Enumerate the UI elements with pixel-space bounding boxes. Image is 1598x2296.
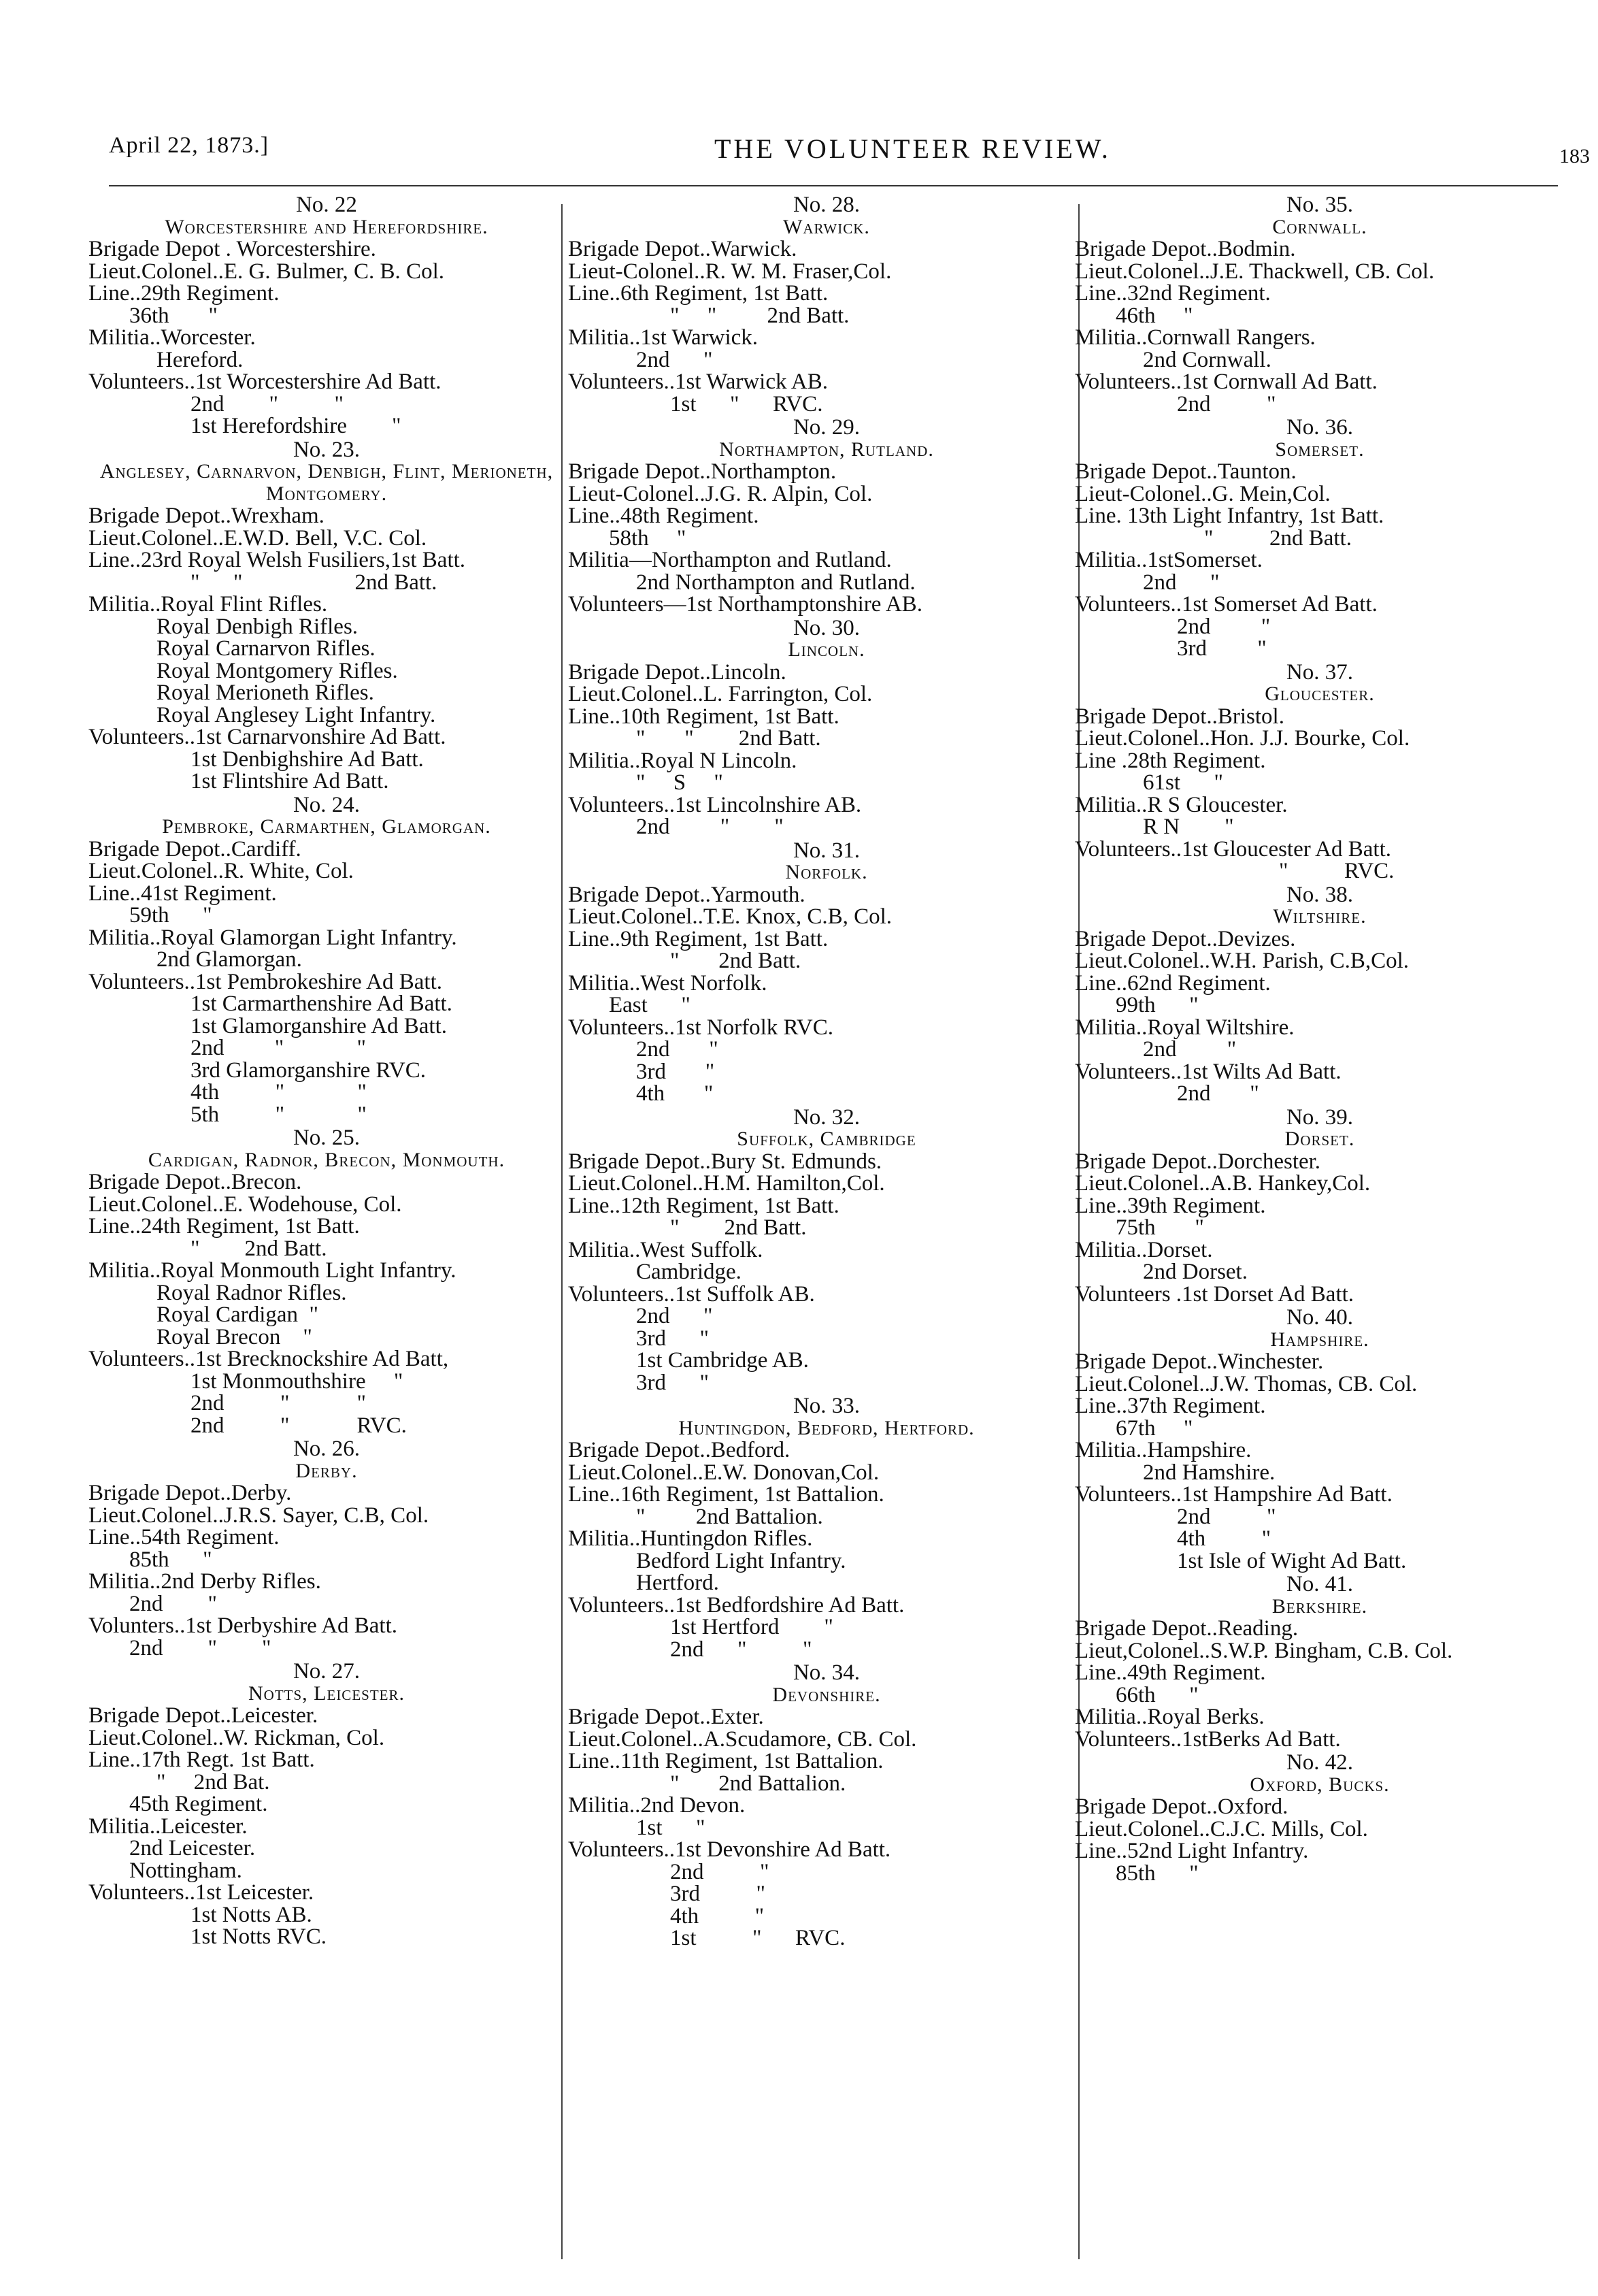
entry-line: 36th " xyxy=(129,303,218,328)
entry-line: Volunteers..1st Cornwall Ad Batt. xyxy=(1075,370,1378,394)
entry-line: Line. 13th Light Infantry, 1st Batt. xyxy=(1075,504,1384,528)
entry-line: Volunteers..1st Carnarvonshire Ad Batt. xyxy=(88,725,446,749)
entry-line: Volunteers..1st Bedfordshire Ad Batt. xyxy=(568,1592,905,1618)
entry-line: Militia..2nd Derby Rifles. xyxy=(88,1569,321,1594)
entry-line: Lieut.Colonel..W. Rickman, Col. xyxy=(88,1725,385,1750)
entry-line: Line..17th Regt. 1st Batt. xyxy=(88,1748,315,1772)
entry-line: Militia..Royal Wiltshire. xyxy=(1075,1015,1295,1040)
column-2 xyxy=(568,194,1085,1951)
entry-line: 1st " xyxy=(636,1815,705,1840)
entry-line: Line..23rd Royal Welsh Fusiliers,1st Batt. xyxy=(88,548,466,572)
entry-line: Militia..Royal N Lincoln. xyxy=(568,748,797,773)
district-name: Somerset. xyxy=(1275,438,1365,461)
entry-line: Nottingham. xyxy=(129,1858,242,1883)
entry-line: 67th " xyxy=(1116,1415,1193,1441)
entry-line: Militia..R S Gloucester. xyxy=(1075,792,1288,817)
entry-line: 45th Regiment. xyxy=(129,1792,268,1816)
entry-line: 3rd " xyxy=(636,1370,709,1395)
district-name: Berkshire. xyxy=(1271,1594,1368,1618)
entry-line: Lieut.Colonel..A.Scudamore, CB. Col. xyxy=(568,1726,917,1752)
entry-line: Line..16th Regiment, 1st Battalion. xyxy=(568,1482,884,1507)
entry-line: 2nd " RVC. xyxy=(190,1413,407,1438)
entry-line: Militia..Huntingdon Rifles. xyxy=(568,1526,813,1551)
entry-line: Cambridge. xyxy=(636,1260,742,1284)
entry-line: 1st " RVC. xyxy=(670,1926,846,1950)
entry-line: 99th " xyxy=(1116,993,1199,1017)
district-number: No. 36. xyxy=(1286,415,1354,440)
district-name: Hampshire. xyxy=(1270,1328,1369,1351)
entry-line: Militia..Worcester. xyxy=(88,325,256,350)
entry-line: Lieut-Colonel..G. Mein,Col. xyxy=(1075,481,1331,506)
entry-line: Militia..Hampshire. xyxy=(1075,1438,1252,1462)
district-name: Lincoln. xyxy=(788,638,865,661)
entry-line: Line..54th Regiment. xyxy=(88,1525,280,1549)
entry-line: Royal Carnarvon Rifles. xyxy=(156,636,376,661)
entry-line: 4th " xyxy=(1177,1526,1271,1551)
entry-line: Militia..Royal Glamorgan Light Infantry. xyxy=(88,925,457,950)
district-number: No. 25. xyxy=(293,1126,361,1150)
entry-line: Volunteers..1st Hampshire Ad Batt. xyxy=(1075,1482,1393,1507)
entry-line: R N " xyxy=(1143,815,1234,839)
entry-line: " 2nd Batt. xyxy=(670,1215,807,1240)
entry-line: Brigade Depot..Bedford. xyxy=(568,1438,790,1462)
entry-line: Militia..West Norfolk. xyxy=(568,970,767,996)
entry-line: 1st Notts RVC. xyxy=(190,1924,327,1949)
entry-line: Volunteers..1st Warwick AB. xyxy=(568,370,829,394)
entry-line: 2nd " " xyxy=(190,391,344,416)
entry-line: 1st Glamorganshire Ad Batt. xyxy=(190,1013,448,1038)
entry-line: Hertford. xyxy=(636,1571,719,1595)
district-number: No. 27. xyxy=(293,1659,361,1684)
entry-line: 2nd Dorset. xyxy=(1143,1260,1248,1284)
entry-line: Volunteers..1st Wilts Ad Batt. xyxy=(1075,1059,1342,1084)
district-name: Huntingdon, Bedford, Hertford. xyxy=(678,1416,975,1439)
entry-line: Line..39th Regiment. xyxy=(1075,1193,1266,1218)
entry-line: Volunteers..1st Brecknockshire Ad Batt, xyxy=(88,1347,449,1371)
district-section xyxy=(1075,1752,1565,1884)
district-name: Devonshire. xyxy=(772,1683,881,1706)
entry-line: Brigade Depot..Exter. xyxy=(568,1705,764,1729)
entry-line: Brigade Depot..Bodmin. xyxy=(1075,237,1296,261)
district-section xyxy=(1075,1106,1565,1306)
entry-line: 2nd " xyxy=(636,1304,713,1328)
district-name: Dorset. xyxy=(1284,1128,1355,1150)
entry-line: 1st Herefordshire " xyxy=(190,414,401,438)
entry-line: 1st Monmouthshire " xyxy=(190,1368,403,1394)
entry-line: Hereford. xyxy=(156,347,244,372)
entry-line: Lieut.Colonel..E.W. Donovan,Col. xyxy=(568,1460,880,1485)
entry-line: " 2nd Batt. xyxy=(190,1236,327,1261)
entry-line: Line..41st Regiment. xyxy=(88,881,277,906)
page-header xyxy=(109,133,1598,180)
entry-line: 75th " xyxy=(1116,1215,1204,1240)
entry-line: 3rd " xyxy=(1177,636,1267,661)
entry-line: 2nd " " xyxy=(670,1637,812,1662)
entry-line: Line .28th Regiment. xyxy=(1075,748,1266,773)
district-section xyxy=(88,1127,565,1437)
entry-line: 2nd " xyxy=(636,1037,718,1062)
entry-line: Lieut.Colonel..A.B. Hankey,Col. xyxy=(1075,1171,1371,1196)
entry-line: Volunteers .1st Dorset Ad Batt. xyxy=(1075,1281,1354,1307)
entry-line: Militia..Cornwall Rangers. xyxy=(1075,325,1316,350)
entry-line: Bedford Light Infantry. xyxy=(636,1548,846,1573)
entry-line: 2nd " xyxy=(1143,1037,1237,1062)
entry-line: 2nd " xyxy=(1177,1504,1276,1529)
entry-line: 2nd Leicester. xyxy=(129,1836,256,1860)
district-number: No. 38. xyxy=(1286,882,1354,907)
entry-line: 2nd Northampton and Rutland. xyxy=(636,570,916,595)
district-section xyxy=(568,840,1085,1105)
entry-line: Royal Brecon " xyxy=(156,1324,312,1349)
entry-line: Brigade Depot..Bury St. Edmunds. xyxy=(568,1149,882,1174)
entry-line: 1st Cambridge AB. xyxy=(636,1348,809,1373)
entry-line: Line..29th Regiment. xyxy=(88,281,280,306)
entry-line: Lieut.Colonel..T.E. Knox, C.B, Col. xyxy=(568,904,893,929)
district-name: Pembroke, Carmarthen, Glamorgan. xyxy=(162,815,491,838)
district-number: No. 40. xyxy=(1286,1305,1354,1330)
district-number: No. 26. xyxy=(293,1437,361,1461)
entry-line: " 2nd Batt. xyxy=(1204,525,1352,551)
entry-line: Line..11th Regiment, 1st Battalion. xyxy=(568,1749,884,1773)
entry-line: Militia—Northampton and Rutland. xyxy=(568,548,892,572)
entry-line: 1st Notts AB. xyxy=(190,1902,312,1927)
entry-line: Volunteers..1st Worcestershire Ad Batt. xyxy=(88,370,442,394)
district-section xyxy=(568,1395,1085,1660)
entry-line: 1st Hertford " xyxy=(670,1615,833,1639)
entry-line: Lieut.Colonel..C.J.C. Mills, Col. xyxy=(1075,1816,1368,1841)
entry-line: Lieut.Colonel..Hon. J.J. Bourke, Col. xyxy=(1075,726,1410,751)
district-section xyxy=(568,194,1085,415)
entry-line: 2nd Hamshire. xyxy=(1143,1460,1276,1485)
entry-line: Line..62nd Regiment. xyxy=(1075,970,1271,996)
entry-line: " 2nd Batt. xyxy=(670,949,801,973)
entry-line: Volunteers..1st Pembrokeshire Ad Batt. xyxy=(88,969,443,994)
entry-line: 2nd " " xyxy=(129,1635,271,1660)
district-number: No. 32. xyxy=(793,1104,861,1130)
district-section xyxy=(88,794,565,1126)
district-name: Oxford, Bucks. xyxy=(1250,1773,1390,1796)
district-name: Notts, Leicester. xyxy=(248,1682,405,1705)
entry-line: Lieut.Colonel..J.W. Thomas, CB. Col. xyxy=(1075,1371,1418,1396)
entry-line: 2nd " " xyxy=(636,815,784,839)
entry-line: 3rd " xyxy=(636,1059,715,1084)
entry-line: 2nd " xyxy=(1177,1081,1259,1106)
entry-line: 2nd " xyxy=(1177,614,1271,639)
entry-line: " 2nd Battalion. xyxy=(670,1771,846,1796)
entry-line: Royal Denbigh Rifles. xyxy=(156,614,359,639)
district-name: Norfolk. xyxy=(785,861,868,883)
entry-line: 2nd Cornwall. xyxy=(1143,347,1271,372)
entry-line: 2nd " xyxy=(670,1859,769,1884)
entry-line: Lieut-Colonel..R. W. M. Fraser,Col. xyxy=(568,259,892,284)
entry-line: Line..24th Regiment, 1st Batt. xyxy=(88,1214,360,1239)
entry-line: 3rd " xyxy=(670,1882,765,1906)
district-number: No. 37. xyxy=(1286,659,1354,685)
entry-line: Volunteers..1st Gloucester Ad Batt. xyxy=(1075,836,1391,862)
district-section xyxy=(1075,194,1565,415)
entry-line: East " xyxy=(609,993,690,1017)
entry-line: Brigade Depot..Wrexham. xyxy=(88,504,324,528)
district-section xyxy=(568,1106,1085,1394)
district-number: No. 22 xyxy=(296,193,357,217)
entry-line: 2nd " xyxy=(129,1591,217,1616)
district-number: No. 28. xyxy=(793,193,861,217)
entry-line: 1st Denbighshire Ad Batt. xyxy=(190,747,424,772)
entry-line: Brigade Depot..Cardiff. xyxy=(88,836,301,862)
district-section xyxy=(568,416,1085,616)
district-name: Anglesey, Carnarvon, Denbigh, Flint, Merioneth, Montgomery. xyxy=(99,460,554,505)
entry-line: Lieut.Colonel..R. White, Col. xyxy=(88,859,354,883)
entry-line: 3rd " xyxy=(636,1326,709,1351)
entry-line: 2nd " " xyxy=(190,1391,366,1415)
entry-line: Volunteers—1st Northamptonshire AB. xyxy=(568,592,922,617)
entry-line: Royal Montgomery Rifles. xyxy=(156,658,398,683)
district-number: No. 42. xyxy=(1286,1750,1354,1775)
entry-line: " " 2nd Batt. xyxy=(190,570,437,595)
entry-line: 1st " RVC. xyxy=(670,391,823,416)
district-section xyxy=(88,439,565,793)
entry-line: Militia..Dorset. xyxy=(1075,1237,1213,1262)
entry-line: Volunteers..1st Somerset Ad Batt. xyxy=(1075,592,1378,617)
district-name: Wiltshire. xyxy=(1273,905,1367,928)
entry-line: " S " xyxy=(636,770,723,795)
entry-line: Volunteers..1st Norfolk RVC. xyxy=(568,1015,833,1040)
district-name: Cardigan, Radnor, Brecon, Monmouth. xyxy=(148,1148,505,1171)
entry-line: 1st Isle of Wight Ad Batt. xyxy=(1177,1548,1407,1573)
header-rule xyxy=(109,185,1558,186)
entry-line: Lieut.Colonel..J.R.S. Sayer, C.B, Col. xyxy=(88,1503,429,1528)
entry-line: Militia..Royal Flint Rifles. xyxy=(88,592,328,617)
entry-line: Brigade Depot..Leicester. xyxy=(88,1703,318,1728)
entry-line: " RVC. xyxy=(1279,859,1395,883)
entry-line: Volunteers..1st Devonshire Ad Batt. xyxy=(568,1837,891,1862)
entry-line: 5th " " xyxy=(190,1102,367,1127)
entry-line: Royal Merioneth Rifles. xyxy=(156,680,374,705)
entry-line: Militia..1stSomerset. xyxy=(1075,548,1263,572)
entry-line: Brigade Depot..Oxford. xyxy=(1075,1794,1288,1819)
entry-line: Brigade Depot..Reading. xyxy=(1075,1616,1299,1641)
district-number: No. 41. xyxy=(1286,1572,1354,1596)
entry-line: 2nd " xyxy=(636,347,713,372)
district-name: Suffolk, Cambridge xyxy=(737,1128,916,1150)
entry-line: Lieut.Colonel..E.W.D. Bell, V.C. Col. xyxy=(88,525,427,551)
district-section xyxy=(88,194,565,438)
entry-line: 2nd " xyxy=(1177,391,1276,416)
entry-line: 1st Flintshire Ad Batt. xyxy=(190,769,389,793)
entry-line: Militia..Leicester. xyxy=(88,1814,248,1839)
entry-line: Militia..Royal Monmouth Light Infantry. xyxy=(88,1258,456,1283)
district-name: Cornwall. xyxy=(1272,215,1367,238)
entry-line: " " 2nd Batt. xyxy=(670,303,850,328)
entry-line: 46th " xyxy=(1116,303,1193,328)
entry-line: Militia..West Suffolk. xyxy=(568,1237,763,1262)
district-section xyxy=(88,1438,565,1659)
district-section xyxy=(88,1660,565,1948)
entry-line: 4th " " xyxy=(190,1080,367,1104)
entry-line: Line..10th Regiment, 1st Batt. xyxy=(568,704,839,729)
entry-line: 2nd " xyxy=(1143,570,1220,595)
entry-line: Brigade Depot..Bristol. xyxy=(1075,704,1284,729)
entry-line: Brigade Depot..Brecon. xyxy=(88,1170,302,1194)
entry-line: Royal Anglesey Light Infantry. xyxy=(156,702,436,727)
district-number: No. 29. xyxy=(793,415,861,440)
district-section xyxy=(568,617,1085,838)
entry-line: Brigade Depot..Lincoln. xyxy=(568,659,786,685)
district-number: No. 39. xyxy=(1286,1104,1354,1130)
entry-line: Brigade Depot . Worcestershire. xyxy=(88,237,376,261)
entry-line: Brigade Depot..Yarmouth. xyxy=(568,882,805,907)
district-number: No. 24. xyxy=(293,792,361,817)
district-number: No. 23. xyxy=(293,437,361,462)
district-section xyxy=(1075,1573,1565,1750)
entry-line: 59th " xyxy=(129,903,212,928)
entry-line: " 2nd Bat. xyxy=(156,1769,270,1794)
entry-line: " 2nd Battalion. xyxy=(636,1504,823,1529)
entry-line: Lieut-Colonel..J.G. R. Alpin, Col. xyxy=(568,481,873,506)
entry-line: Volunteers..1stBerks Ad Batt. xyxy=(1075,1726,1341,1752)
column-3 xyxy=(1075,194,1565,1886)
entry-line: Brigade Depot..Derby. xyxy=(88,1481,292,1505)
entry-line: Volunteers..1st Leicester. xyxy=(88,1880,314,1905)
district-name: Worcestershire and Herefordshire. xyxy=(165,215,488,238)
entry-line: Line..49th Regiment. xyxy=(1075,1660,1266,1685)
entry-line: Lieut.Colonel..E. Wodehouse, Col. xyxy=(88,1192,402,1217)
entry-line: Lieut.Colonel..W.H. Parish, C.B,Col. xyxy=(1075,949,1410,973)
district-number: No. 30. xyxy=(793,615,861,640)
entry-line: 3rd Glamorganshire RVC. xyxy=(190,1057,426,1083)
entry-line: Lieut.Colonel..H.M. Hamilton,Col. xyxy=(568,1171,885,1196)
entry-line: Line..6th Regiment, 1st Batt. xyxy=(568,281,829,306)
district-name: Gloucester. xyxy=(1265,683,1375,705)
entry-line: Militia..2nd Devon. xyxy=(568,1793,746,1818)
entry-line: Line..9th Regiment, 1st Batt. xyxy=(568,926,829,951)
district-number: No. 31. xyxy=(793,838,861,863)
entry-line: Line..37th Regiment. xyxy=(1075,1394,1266,1418)
entry-line: 58th " xyxy=(609,525,686,551)
entry-line: Line..12th Regiment, 1st Batt. xyxy=(568,1193,839,1218)
entry-line: Royal Radnor Rifles. xyxy=(156,1280,347,1305)
entry-line: Line..52nd Light Infantry. xyxy=(1075,1839,1309,1863)
publication-title: THE VOLUNTEER REVIEW. xyxy=(714,133,1111,164)
column-1 xyxy=(88,194,565,1950)
entry-line: 61st " xyxy=(1143,770,1223,795)
district-section xyxy=(1075,884,1565,1105)
entry-line: 85th " xyxy=(129,1547,212,1572)
entry-line: Brigade Depot..Northampton. xyxy=(568,459,837,484)
entry-line: Militia..1st Warwick. xyxy=(568,325,759,350)
district-section xyxy=(1075,1307,1565,1572)
district-name: Northampton, Rutland. xyxy=(719,438,934,461)
district-number: No. 33. xyxy=(793,1394,861,1418)
district-section xyxy=(1075,661,1565,883)
district-number: No. 34. xyxy=(793,1660,861,1685)
entry-line: Line..32nd Regiment. xyxy=(1075,281,1271,306)
entry-line: Brigade Depot..Warwick. xyxy=(568,237,797,261)
district-section xyxy=(1075,416,1565,660)
district-section xyxy=(568,1662,1085,1950)
entry-line: 4th " xyxy=(670,1903,765,1929)
entry-line: Lieut,Colonel..S.W.P. Bingham, C.B. Col. xyxy=(1075,1638,1453,1663)
entry-line: 4th " xyxy=(636,1081,714,1106)
entry-line: 1st Carmarthenshire Ad Batt. xyxy=(190,991,452,1016)
page-number: 183 xyxy=(1559,145,1590,167)
entry-line: 85th " xyxy=(1116,1860,1199,1886)
entry-line: " " 2nd Batt. xyxy=(636,726,821,751)
entry-line: Lieut.Colonel..L. Farrington, Col. xyxy=(568,682,873,706)
entry-line: Lieut.Colonel..E. G. Bulmer, C. B. Col. xyxy=(88,259,444,284)
entry-line: Brigade Depot..Devizes. xyxy=(1075,926,1296,951)
entry-line: Volunteers..1st Suffolk AB. xyxy=(568,1281,815,1307)
entry-line: Line..48th Regiment. xyxy=(568,504,759,528)
entry-line: Brigade Depot..Taunton. xyxy=(1075,459,1297,484)
district-name: Warwick. xyxy=(783,215,870,238)
entry-line: Lieut.Colonel..J.E. Thackwell, CB. Col. xyxy=(1075,259,1435,284)
entry-line: 66th " xyxy=(1116,1682,1199,1707)
issue-date: April 22, 1873.] xyxy=(109,133,269,158)
entry-line: Volunteers..1st Lincolnshire AB. xyxy=(568,792,862,817)
entry-line: 2nd Glamorgan. xyxy=(156,947,302,972)
entry-line: Royal Cardigan " xyxy=(156,1302,319,1327)
entry-line: 2nd " " xyxy=(190,1036,366,1060)
entry-line: Brigade Depot..Dorchester. xyxy=(1075,1149,1321,1174)
district-number: No. 35. xyxy=(1286,193,1354,217)
entry-line: Brigade Depot..Winchester. xyxy=(1075,1349,1324,1374)
entry-line: Militia..Royal Berks. xyxy=(1075,1705,1265,1729)
entry-line: Volunters..1st Derbyshire Ad Batt. xyxy=(88,1613,398,1638)
district-name: Derby. xyxy=(295,1459,358,1482)
